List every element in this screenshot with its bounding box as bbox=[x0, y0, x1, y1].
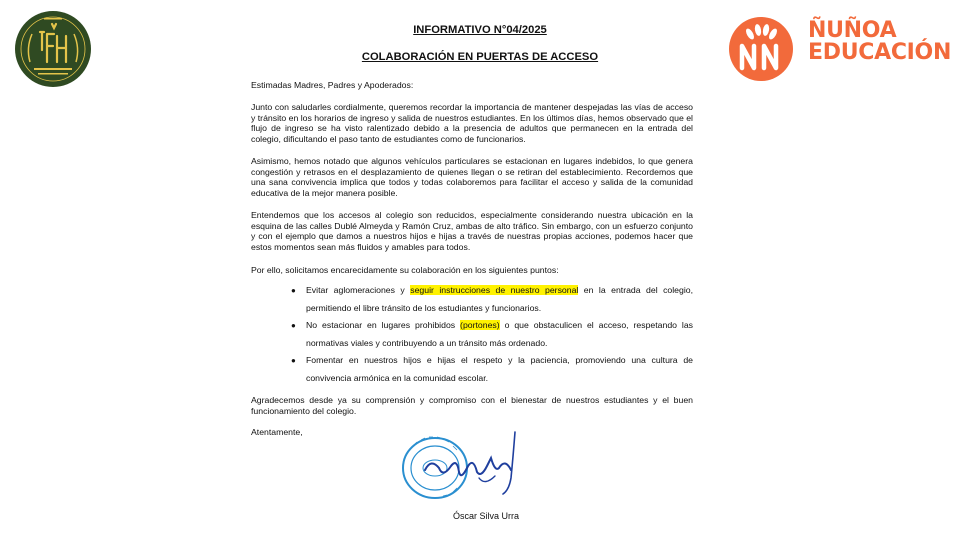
bullet-dot-icon: ● bbox=[291, 286, 296, 295]
paragraph-2: Asimismo, hemos notado que algunos vehículos particulares se estacionan en lugares indebidos, lo que genera congestión y retrasos en el desplazamiento de quienes llegan o se retiran del establecimiento. Recordemos que una sana convivencia implica que todos y todas colaboremos para facilitar el acceso y salida de la comunidad educativa de la mejor manera posible. bbox=[251, 156, 693, 198]
school-crest-icon bbox=[14, 10, 92, 88]
document-subtitle: COLABORACIÓN EN PUERTAS DE ACCESO bbox=[361, 51, 599, 63]
bullet-text: Fomentar en nuestros hijos e hijas el respeto y la paciencia, promoviendo una cultura de convivencia armónica en la comunidad escolar. bbox=[306, 355, 693, 383]
list-item bbox=[291, 282, 693, 317]
bullet-list bbox=[291, 282, 693, 387]
signoff: Atentamente, bbox=[251, 427, 303, 437]
bullet-dot-icon: ● bbox=[291, 321, 296, 330]
closing-paragraph: Agradecemos desde ya su comprensión y compromiso con el bienestar de nuestros estudiantes y el buen funcionamiento del colegio. bbox=[251, 395, 693, 416]
highlighted-text: (portones) bbox=[460, 320, 500, 330]
logo-line1: ÑUÑOA bbox=[808, 18, 897, 43]
bullet-text: en la entrada del colegio, permitiendo el libre tránsito de los estudiantes y funcionarios. bbox=[306, 285, 694, 313]
signer-name: Óscar Silva Urra bbox=[452, 511, 519, 521]
bullet-dot-icon: ● bbox=[291, 356, 296, 365]
paragraph-1: Junto con saludarles cordialmente, queremos recordar la importancia de mantener despejadas las vías de acceso y tránsito en los horarios de ingreso y salida de nuestros estudiantes. En los últimos días, hemos observado que el flujo de ingreso se ha visto ralentizado debido a la presencia de adultos que permanecen en la entrada del colegio, dificultando el paso tanto de estudiantes como de funcionarios. bbox=[251, 102, 693, 144]
bullet-text: No estacionar en lugares prohibidos bbox=[306, 320, 461, 330]
bullet-text: Evitar aglomeraciones y bbox=[306, 285, 411, 295]
list-item bbox=[291, 352, 693, 387]
bullet-text: o que obstaculicen el acceso, respetando las normativas viales y contribuyendo a un tránsito más ordenado. bbox=[306, 320, 694, 348]
paragraph-3: Entendemos que los accesos al colegio son reducidos, especialmente considerando nuestra ubicación en la esquina de las calles Dublé Almeyda y Ramón Cruz, ambas de alto tráfico. Sin embargo, con un esfuerzo conjunto y con el ejemplo que damos a nuestros hijos e hijas a través de nuestras propias acciones, podemos hacer que estos momentos sean más fluidos y amables para todos. bbox=[251, 210, 693, 252]
paragraph-4: Por ello, solicitamos encarecidamente su colaboración en los siguientes puntos: bbox=[251, 265, 559, 275]
logo-line2: EDUCACIÓN bbox=[808, 40, 952, 65]
list-item bbox=[291, 317, 693, 352]
highlighted-text: seguir instrucciones de nuestro personal bbox=[410, 285, 579, 295]
document-title: INFORMATIVO N°04/2025 bbox=[413, 24, 547, 36]
signature-stamp-icon bbox=[395, 428, 531, 512]
greeting: Estimadas Madres, Padres y Apoderados: bbox=[251, 80, 414, 90]
